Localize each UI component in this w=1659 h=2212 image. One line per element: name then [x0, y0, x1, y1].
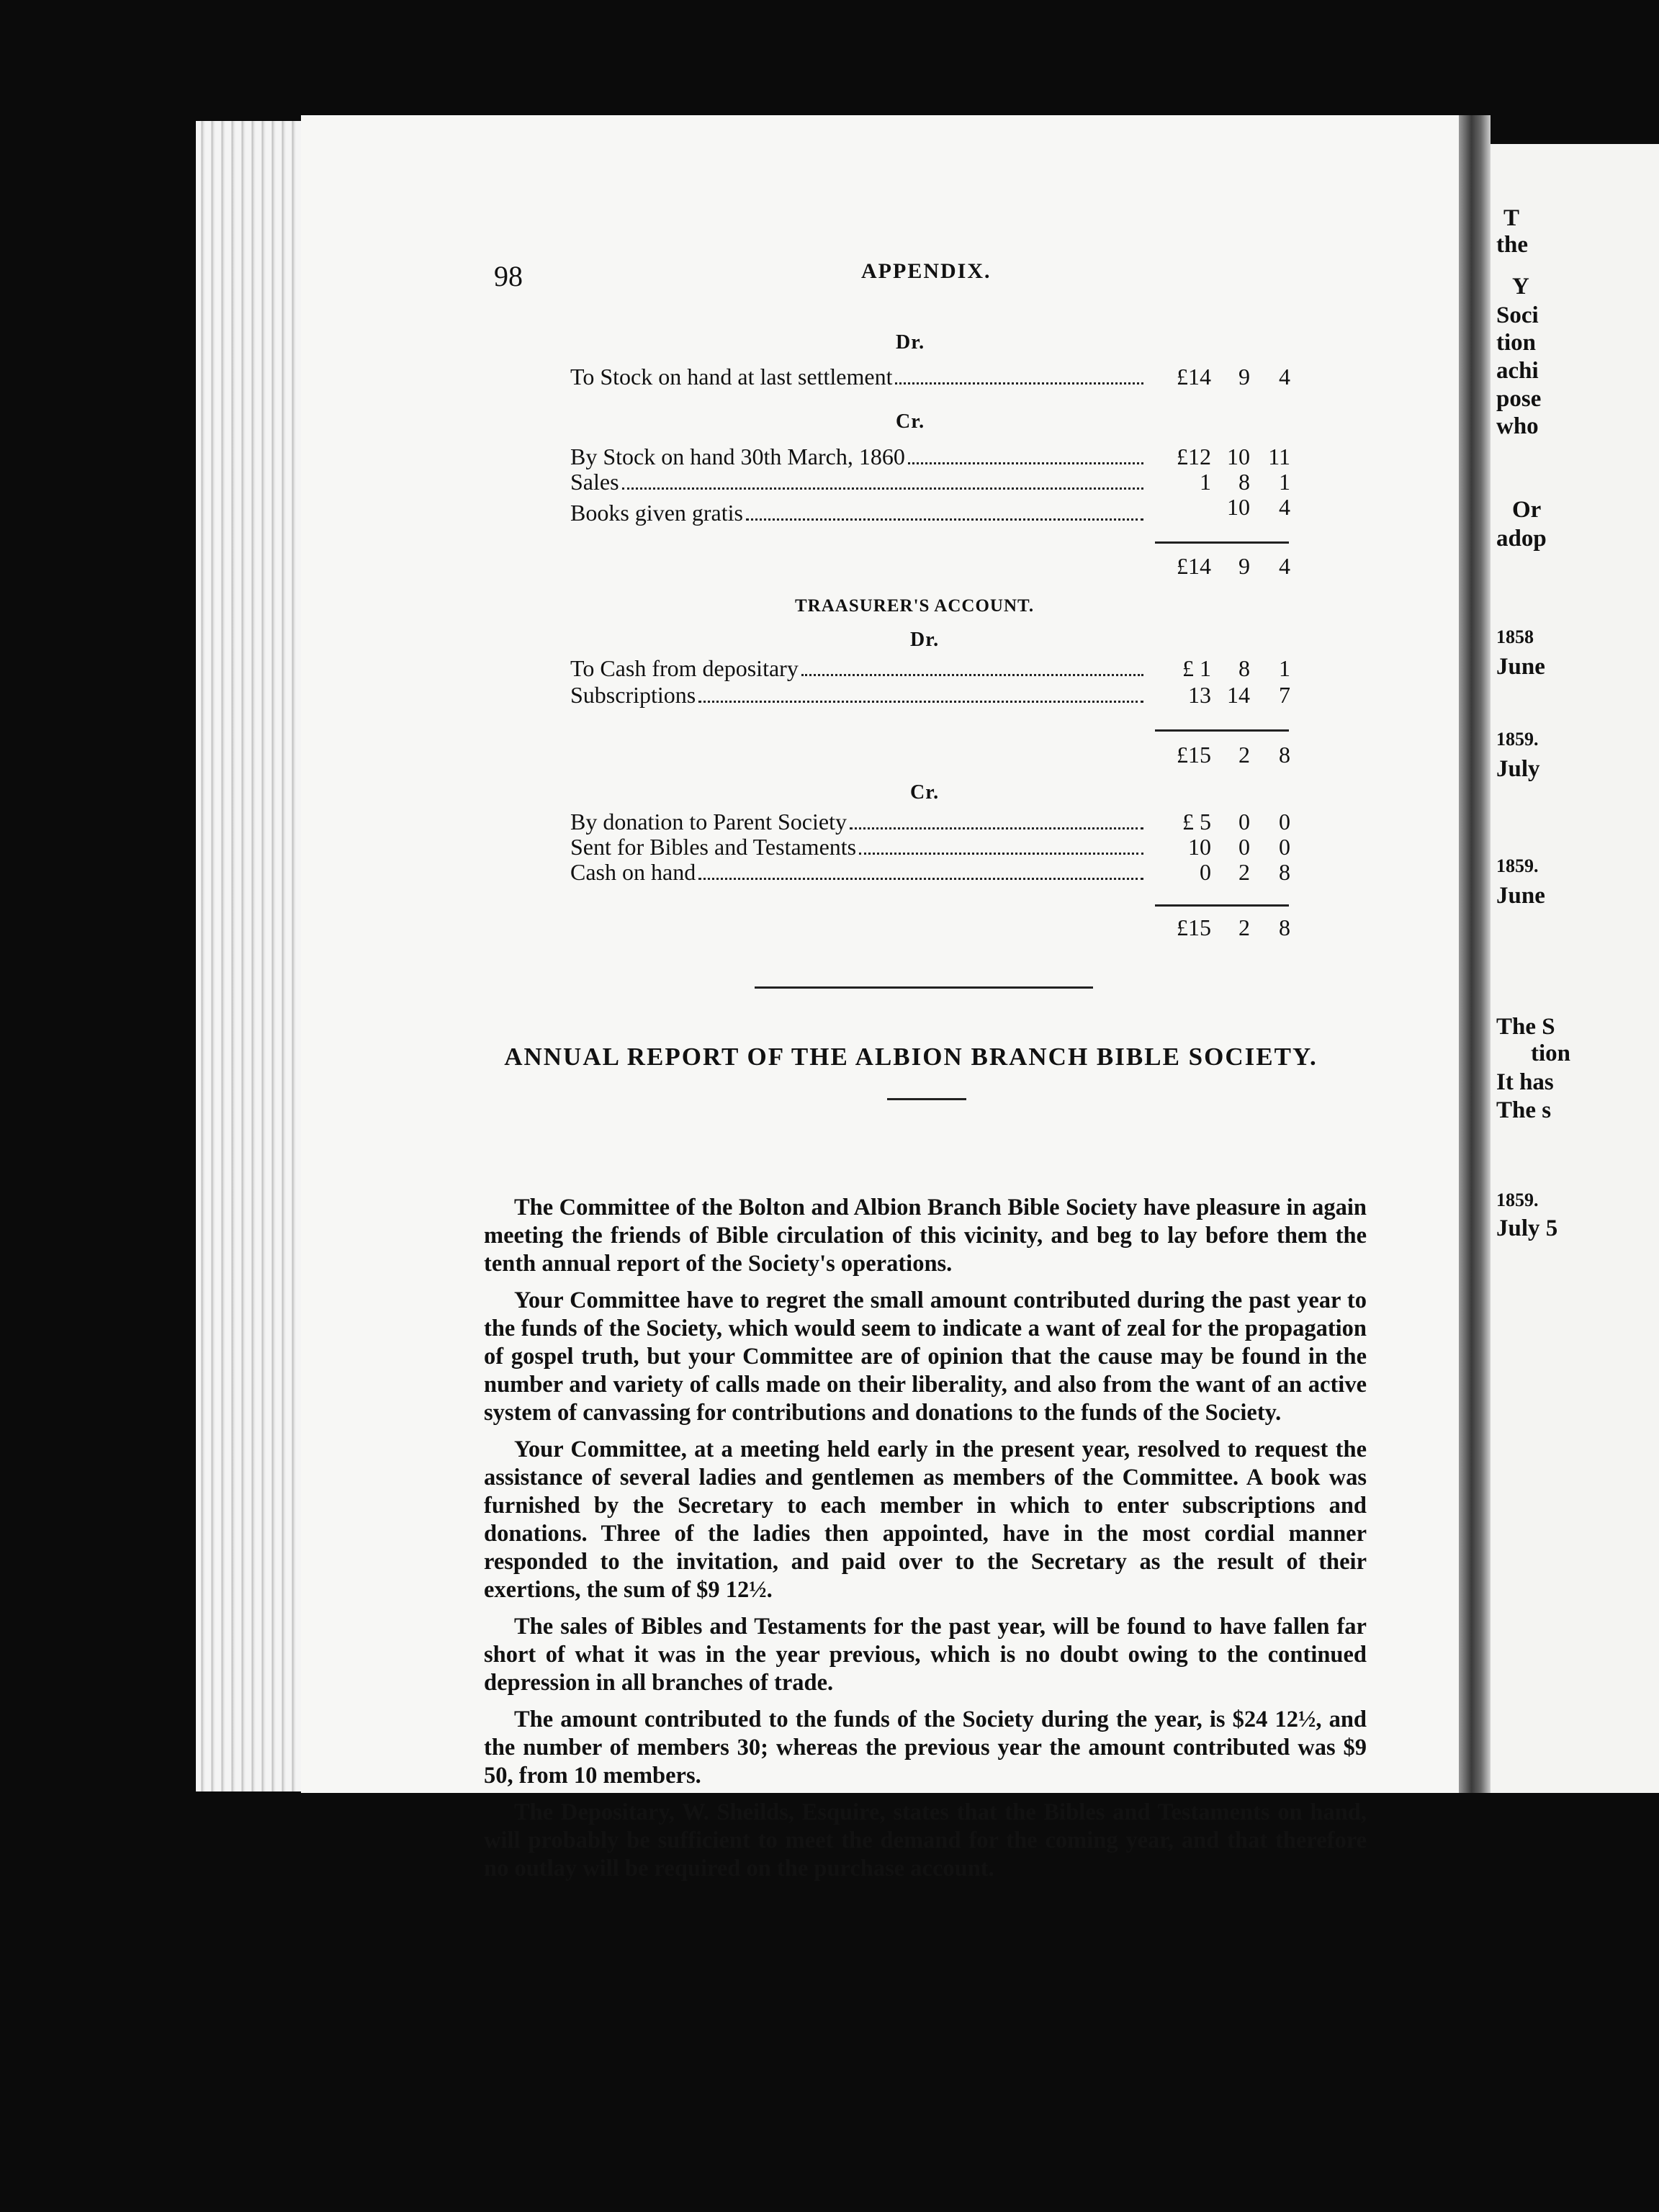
facing-page-fragment: Or [1512, 497, 1542, 523]
page-stack-edge [196, 121, 311, 1791]
facing-page-fragment: July [1496, 756, 1540, 782]
report-title: ANNUAL REPORT OF THE ALBION BRANCH BIBLE SOCIETY. [504, 1043, 1318, 1071]
facing-page-fragment: achi [1496, 358, 1539, 384]
treasurer-dr-label: Dr. [910, 629, 940, 651]
facing-page-fragment: Soci [1496, 302, 1539, 328]
stock-cr-row: Books given gratis 10 4 [570, 494, 1290, 526]
stock-dr-label: Dr. [896, 331, 925, 354]
treasurer-dr-row: Subscriptions 13 14 7 [570, 682, 1290, 708]
facing-page [1491, 144, 1659, 1793]
total-rule [1155, 729, 1289, 732]
facing-page-fragment: tion [1531, 1040, 1571, 1066]
facing-page-fragment: June [1496, 654, 1545, 680]
report-paragraph: Your Committee have to regret the small amount contributed during the past year to the funds of the Society, which would seem to indicate a want of zeal for the propagation of gospel truth, but your Committee are of opinion that the cause may be found in the number and variety of calls made on their liberality, and also from the want of an active system of canvassing for contributions and donations to the funds of the Society. [484, 1287, 1367, 1426]
page-number: 98 [494, 260, 523, 292]
treasurer-cr-row: By donation to Parent Society £ 5 0 0 [570, 809, 1290, 835]
facing-page-fragment: 1859. [1496, 729, 1539, 750]
facing-page-fragment: who [1496, 413, 1539, 439]
total-rule [1155, 541, 1289, 544]
stock-total-row: £14 9 4 [1177, 553, 1290, 579]
treasurer-cr-row: Sent for Bibles and Testaments 10 0 0 [570, 834, 1290, 860]
book-gutter [1459, 115, 1491, 1793]
running-title: APPENDIX. [861, 259, 992, 283]
report-paragraph: The amount contributed to the funds of the Society during the year, is $24 12½, and the number of members 30; whereas the previous year the amount contributed was $9 50, from 10 members. [484, 1707, 1367, 1789]
report-paragraph: The Depositary, W. Sheilds, Esquire, states that the Bibles and Testaments on hand, will probably be sufficient to meet the demand for the coming year, and that therefore no outlay will be required on the purchase account. [484, 1799, 1367, 1881]
total-rule [1155, 904, 1289, 907]
facing-page-fragment: adop [1496, 526, 1547, 552]
report-paragraph: The Committee of the Bolton and Albion Branch Bible Society have pleasure in again meeting the friends of Bible circulation of this vicinity, and beg to lay before them the tenth annual report of the Society's operations. [484, 1195, 1367, 1277]
treasurer-title: TRAASURER'S ACCOUNT. [795, 596, 1035, 616]
facing-page-fragment: the [1496, 232, 1528, 258]
facing-page-fragment: 1858 [1496, 626, 1534, 647]
facing-page-fragment: T [1503, 205, 1520, 231]
report-paragraph: Your Committee, at a meeting held early in the present year, resolved to request the assistance of several ladies and gentlemen as members of the Committee. A book was furnished by the Secretary to each member in which to enter subscriptions and donations. Three of the ladies then appointed, have in the most cordial manner responded to the invitation, and paid over to the Secretary as the result of their exertions, the sum of $9 12½. [484, 1437, 1367, 1603]
stock-cr-row: By Stock on hand 30th March, 1860 £12 10 11 [570, 444, 1290, 469]
facing-page-fragment: 1859. [1496, 855, 1539, 876]
facing-page-fragment: The S [1496, 1014, 1555, 1040]
facing-page-fragment: pose [1496, 386, 1542, 412]
report-body [484, 1194, 1367, 1892]
facing-page-fragment: Y [1512, 274, 1529, 300]
treasurer-dr-total-row: £15 2 8 [1177, 742, 1290, 768]
treasurer-cr-row: Cash on hand 0 2 8 [570, 859, 1290, 885]
facing-page-fragment: June [1496, 883, 1545, 909]
treasurer-cr-total-row: £15 2 8 [1177, 914, 1290, 940]
facing-page-fragment: July 5 [1496, 1215, 1558, 1241]
title-underline [887, 1098, 966, 1100]
facing-page-fragment: tion [1496, 330, 1537, 356]
stock-cr-label: Cr. [896, 410, 925, 433]
report-paragraph: The sales of Bibles and Testaments for the past year, will be found to have fallen far short of what it was in the year previous, which is no doubt owing to the continued depression in all branches of trade. [484, 1614, 1367, 1696]
facing-page-fragment: 1859. [1496, 1190, 1539, 1210]
treasurer-cr-label: Cr. [910, 781, 940, 804]
stock-dr-row: To Stock on hand at last settlement £14 9 4 [570, 364, 1290, 390]
facing-page-fragment: The s [1496, 1097, 1552, 1123]
facing-page-fragment: It has [1496, 1069, 1554, 1095]
stock-cr-row: Sales 1 8 1 [570, 469, 1290, 495]
section-divider [755, 986, 1093, 989]
treasurer-dr-row: To Cash from depositary £ 1 8 1 [570, 655, 1290, 681]
